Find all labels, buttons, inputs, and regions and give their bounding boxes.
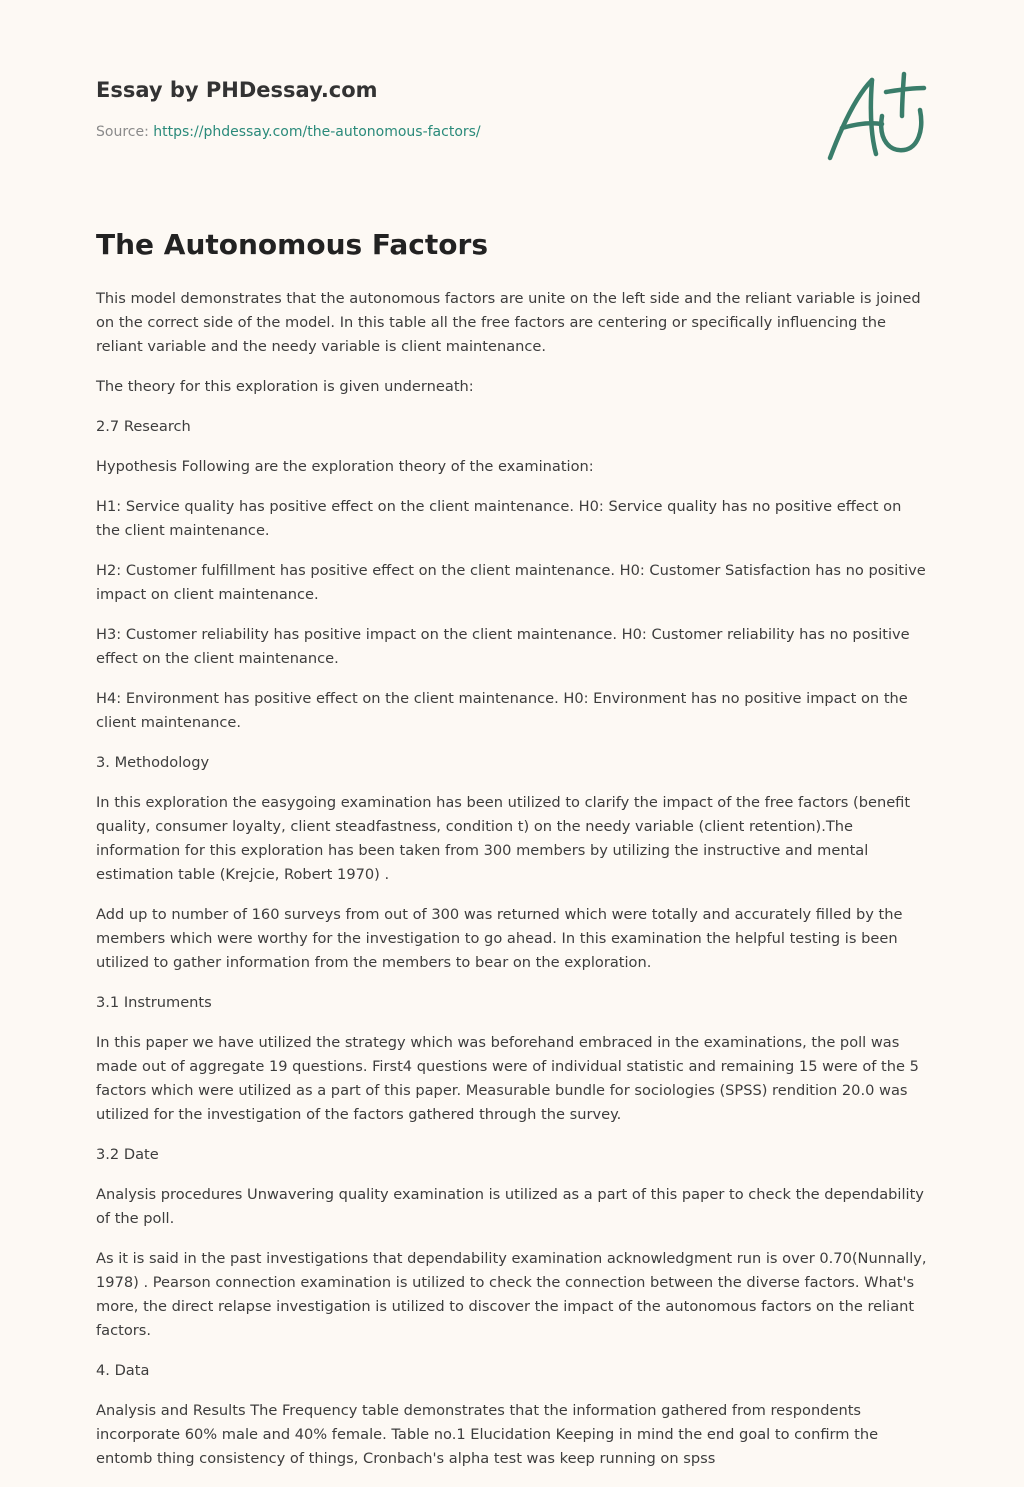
a-plus-logo-icon: [820, 66, 930, 166]
essay-paragraph: This model demonstrates that the autonomous factors are unite on the left side and the reliant variable is joined on the correct side of the model. In this table all the free factors are centering or specifically influencing the reliant variable and the needy variable is client maintenance.: [96, 290, 921, 355]
page-header: [96, 76, 926, 142]
essay-paragraph: Analysis and Results The Frequency table demonstrates that the information gathered from respondents incorporate 60% male and 40% female. Table no.1 Elucidation Keeping in mind the end goal to confirm the entomb thing consistency of things, Cronbach's alpha test was keep running on spss: [96, 1402, 879, 1467]
essay-title: The Autonomous Factors: [96, 228, 488, 261]
essay-paragraph: As it is said in the past investigations that dependability examination acknowledgment run is over 0.70(Nunnally, 1978) . Pearson connection examination is utilized to check the connection between the diverse factors. What's more, the direct relapse investigation is utilized to discover the impact of the autonomous factors on the reliant factors.: [96, 1250, 927, 1339]
hypothesis-paragraph: H2: Customer fulfillment has positive effect on the client maintenance. H0: Customer Satisfaction has no positive impact on client maintenance.: [96, 562, 926, 603]
site-title: Essay by PHDessay.com: [96, 78, 378, 102]
hypothesis-paragraph: H4: Environment has positive effect on the client maintenance. H0: Environment has no positive impact on the client maintenance.: [96, 690, 908, 731]
essay-paragraph: In this paper we have utilized the strategy which was beforehand embraced in the examinations, the poll was made out of aggregate 19 questions. First4 questions were of individual statistic and remaining 15 were of the 5 factors which were utilized as a part of this paper. Measurable bundle for sociologies (SPSS) rendition 20.0 was utilized for the investigation of the factors gathered through the survey.: [96, 1034, 919, 1123]
essay-paragraph: Analysis procedures Unwavering quality examination is utilized as a part of this paper to check the dependability of the poll.: [96, 1186, 924, 1227]
section-heading: 3. Methodology: [96, 754, 210, 771]
source-link[interactable]: https://phdessay.com/the-autonomous-factors/: [153, 124, 481, 140]
section-heading: 3.2 Date: [96, 1146, 159, 1163]
essay-paragraph: Hypothesis Following are the exploration theory of the examination:: [96, 458, 594, 475]
section-heading: 3.1 Instruments: [96, 994, 212, 1011]
essay-paragraph: In this exploration the easygoing examination has been utilized to clarify the impact of the free factors (benefit quality, consumer loyalty, client steadfastness, condition t) on the needy variable (client retention).The information for this exploration has been taken from 300 members by utilizing the instructive and mental estimation table (Krejcie, Robert 1970) .: [96, 794, 911, 883]
source-line: [96, 122, 926, 142]
hypothesis-paragraph: H1: Service quality has positive effect on the client maintenance. H0: Service quality has no positive effect on the client maintenance.: [96, 498, 902, 539]
hypothesis-paragraph: H3: Customer reliability has positive impact on the client maintenance. H0: Customer reliability has no positive effect on the client maintenance.: [96, 626, 910, 667]
section-heading: 2.7 Research: [96, 418, 191, 435]
essay-document: [96, 226, 928, 1487]
section-heading: 4. Data: [96, 1362, 150, 1379]
essay-paragraph: Add up to number of 160 surveys from out of 300 was returned which were totally and accurately filled by the members which were worthy for the investigation to go ahead. In this examination the helpful testing is been utilized to gather information from the members to bear on the exploration.: [96, 906, 903, 971]
essay-paragraph: The theory for this exploration is given underneath:: [96, 378, 474, 395]
source-label: Source:: [96, 124, 149, 140]
